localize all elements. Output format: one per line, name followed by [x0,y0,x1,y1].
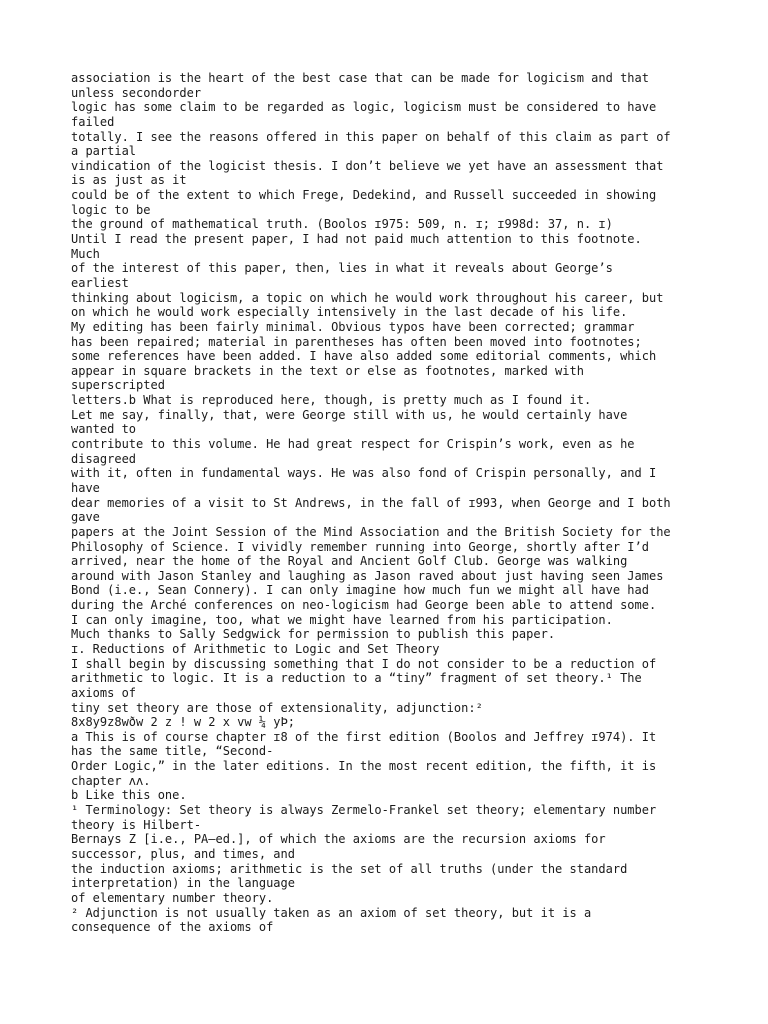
text-line: of the interest of this paper, then, lies in what it reveals about George’s [71,261,613,276]
text-line: chapter ʌʌ. [71,773,151,788]
text-line: unless secondorder [71,85,202,100]
text-line: Order Logic,” in the later editions. In the most recent edition, the fifth, it is [71,759,657,774]
text-line: I shall begin by discussing something that I do not consider to be a reduction of [71,656,657,671]
text-line: has the same title, “Second- [71,744,274,759]
text-line: Much [71,246,100,261]
text-line: is as just as it [71,173,187,188]
text-line: with it, often in fundamental ways. He was also fond of Crispin personally, and I [71,466,657,481]
text-line: ² Adjunction is not usually taken as an axiom of set theory, but it is a [71,905,592,920]
text-line: the ground of mathematical truth. (Boolos ɪ975: 509, n. ɪ; ɪ998d: 37, n. ɪ) [71,217,613,232]
text-line: My editing has been fairly minimal. Obvious typos have been corrected; grammar [71,319,635,334]
text-line: contribute to this volume. He had great respect for Crispin’s work, even as he [71,437,635,452]
text-line: Much thanks to Sally Sedgwick for permission to publish this paper. [71,627,556,642]
text-line: Bernays Z [i.e., PA—ed.], of which the axioms are the recursion axioms for [71,832,606,847]
text-line: has been repaired; material in parentheses has often been moved into footnotes; [71,334,642,349]
text-line: Until I read the present paper, I had not paid much attention to this footnote. [71,232,642,247]
text-line: a This is of course chapter ɪ8 of the first edition (Boolos and Jeffrey ɪ974). It [71,729,657,744]
text-line: wanted to [71,422,137,437]
text-line: some references have been added. I have also added some editorial comments, which [71,349,657,364]
text-line: have [71,480,100,495]
text-line: letters.b What is reproduced here, though, is pretty much as I found it. [71,393,592,408]
text-line: thinking about logicism, a topic on which he would work throughout his career, but [71,290,664,305]
text-line: b Like this one. [71,788,187,803]
text-line: superscripted [71,378,165,393]
text-line: totally. I see the reasons offered in this paper on behalf of this claim as part of [71,129,671,144]
text-line: during the Arché conferences on neo-logicism had George been able to attend some. [71,598,657,613]
text-line: theory is Hilbert- [71,817,202,832]
text-line: on which he would work especially intensively in the last decade of his life. [71,305,628,320]
text-line: ¹ Terminology: Set theory is always Zermelo-Frankel set theory; elementary number [71,803,657,818]
text-line: tiny set theory are those of extensionality, adjunction:² [71,700,483,715]
text-line: around with Jason Stanley and laughing as Jason raved about just having seen James [71,568,664,583]
text-line: Let me say, finally, that, were George still with us, he would certainly have [71,407,628,422]
text-line: disagreed [71,451,137,466]
text-line: ɪ. Reductions of Arithmetic to Logic and Set Theory [71,641,440,656]
text-line: vindication of the logicist thesis. I don’t believe we yet have an assessment that [71,158,664,173]
text-line: arrived, near the home of the Royal and Ancient Golf Club. George was walking [71,554,628,569]
text-line: 8x8y9z8wðw 2 z ! w 2 x vw ¼ yÞ; [71,715,295,730]
text-line: a partial [71,144,137,159]
text-line: gave [71,510,100,525]
text-line: could be of the extent to which Frege, Dedekind, and Russell succeeded in showing [71,188,657,203]
text-line: papers at the Joint Session of the Mind Association and the British Society for the [71,524,671,539]
text-line: the induction axioms; arithmetic is the set of all truths (under the standard [71,861,628,876]
text-line: arithmetic to logic. It is a reduction to a “tiny” fragment of set theory.¹ The [71,671,642,686]
text-line: association is the heart of the best case that can be made for logicism and that [71,71,649,85]
text-line: logic has some claim to be regarded as logic, logicism must be considered to have [71,100,657,115]
text-line: interpretation) in the language [71,876,295,891]
text-line: earliest [71,275,129,290]
text-line: I can only imagine, too, what we might have learned from his participation. [71,612,613,627]
text-line: successor, plus, and times, and [71,846,295,861]
text-line: failed [71,114,115,129]
text-line: Philosophy of Science. I vividly remember running into George, shortly after I’d [71,539,649,554]
text-line: axioms of [71,685,137,700]
text-line: consequence of the axioms of [71,920,274,935]
text-line: dear memories of a visit to St Andrews, in the fall of ɪ993, when George and I both [71,495,671,510]
text-line: logic to be [71,202,151,217]
text-line: appear in square brackets in the text or else as footnotes, marked with [71,363,584,378]
text-line: Bond (i.e., Sean Connery). I can only imagine how much fun we might all have had [71,583,649,598]
document-text [71,71,711,935]
text-line: of elementary number theory. [71,890,274,905]
